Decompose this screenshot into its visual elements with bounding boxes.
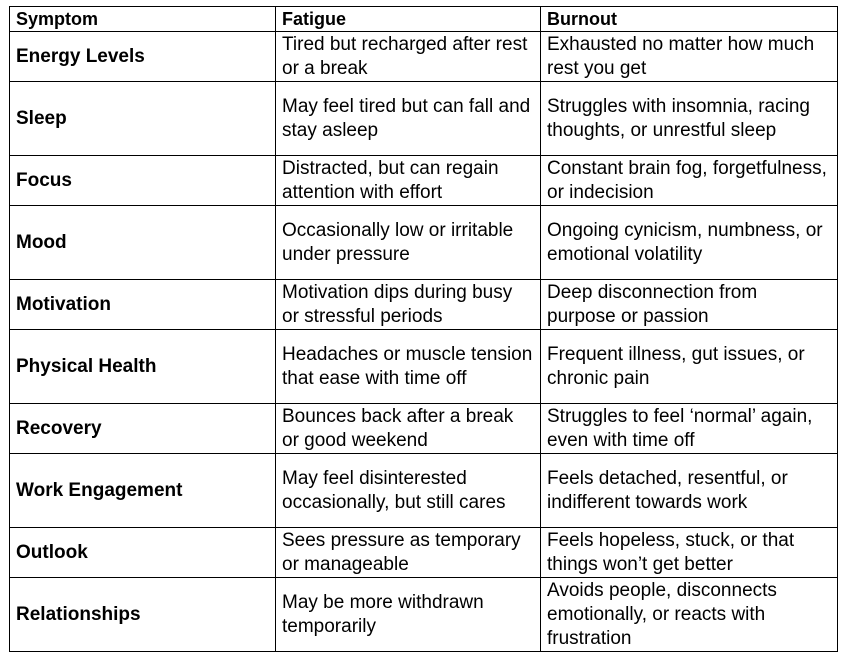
fatigue-cell: Occasionally low or irritable under pressure	[276, 206, 541, 280]
burnout-cell: Avoids people, disconnects emotionally, or reacts with frustration	[541, 578, 838, 652]
table-row	[10, 330, 838, 404]
symptom-cell: Mood	[10, 206, 276, 280]
fatigue-cell: Distracted, but can regain attention with effort	[276, 156, 541, 206]
burnout-cell: Feels detached, resentful, or indifferent towards work	[541, 454, 838, 528]
header-row	[10, 7, 838, 32]
header-burnout: Burnout	[541, 7, 838, 32]
symptom-cell: Focus	[10, 156, 276, 206]
table-row	[10, 82, 838, 156]
table-row	[10, 280, 838, 330]
burnout-cell: Ongoing cynicism, numbness, or emotional volatility	[541, 206, 838, 280]
table-row	[10, 32, 838, 82]
burnout-cell: Exhausted no matter how much rest you get	[541, 32, 838, 82]
table-row	[10, 578, 838, 652]
fatigue-cell: May feel disinterested occasionally, but still cares	[276, 454, 541, 528]
fatigue-cell: May be more withdrawn temporarily	[276, 578, 541, 652]
fatigue-cell: Motivation dips during busy or stressful periods	[276, 280, 541, 330]
table-row	[10, 528, 838, 578]
fatigue-cell: Headaches or muscle tension that ease with time off	[276, 330, 541, 404]
burnout-cell: Feels hopeless, stuck, or that things won’t get better	[541, 528, 838, 578]
symptom-cell: Recovery	[10, 404, 276, 454]
comparison-table	[9, 6, 838, 652]
fatigue-cell: Sees pressure as temporary or manageable	[276, 528, 541, 578]
table-row	[10, 206, 838, 280]
symptom-cell: Outlook	[10, 528, 276, 578]
table-row	[10, 404, 838, 454]
burnout-cell: Deep disconnection from purpose or passion	[541, 280, 838, 330]
header-symptom: Symptom	[10, 7, 276, 32]
burnout-cell: Constant brain fog, forgetfulness, or indecision	[541, 156, 838, 206]
symptom-cell: Relationships	[10, 578, 276, 652]
burnout-cell: Struggles with insomnia, racing thoughts, or unrestful sleep	[541, 82, 838, 156]
fatigue-cell: Tired but recharged after rest or a break	[276, 32, 541, 82]
symptom-cell: Energy Levels	[10, 32, 276, 82]
burnout-cell: Frequent illness, gut issues, or chronic pain	[541, 330, 838, 404]
symptom-cell: Physical Health	[10, 330, 276, 404]
header-fatigue: Fatigue	[276, 7, 541, 32]
fatigue-cell: May feel tired but can fall and stay asleep	[276, 82, 541, 156]
table-row	[10, 156, 838, 206]
fatigue-cell: Bounces back after a break or good weekend	[276, 404, 541, 454]
symptom-cell: Motivation	[10, 280, 276, 330]
symptom-cell: Sleep	[10, 82, 276, 156]
table-row	[10, 454, 838, 528]
burnout-cell: Struggles to feel ‘normal’ again, even with time off	[541, 404, 838, 454]
symptom-cell: Work Engagement	[10, 454, 276, 528]
table-header	[10, 7, 838, 32]
table-body	[10, 32, 838, 652]
